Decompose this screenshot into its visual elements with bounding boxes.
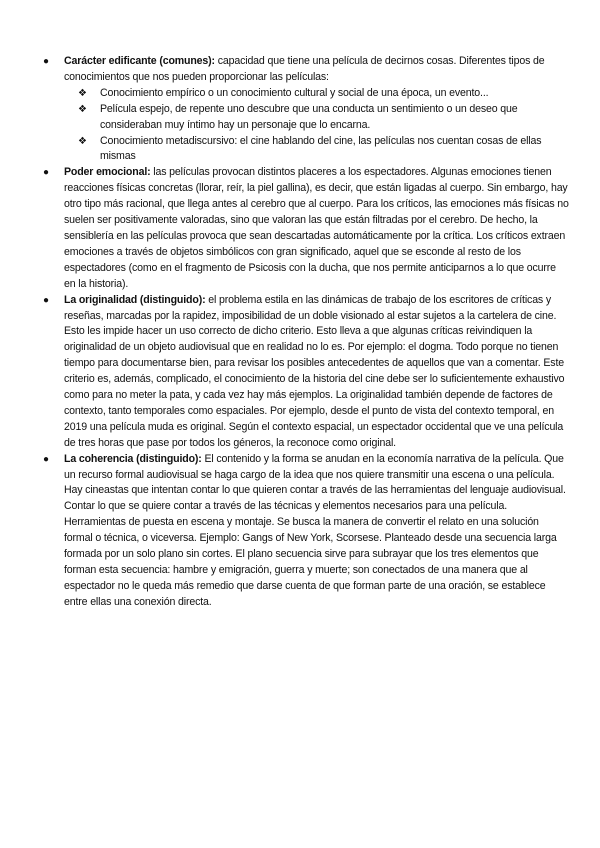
bullet-list	[0, 54, 600, 611]
item-title: Poder emocional:	[64, 166, 151, 179]
item-title: La originalidad (distinguido):	[64, 293, 206, 306]
bullet-icon: ●	[43, 294, 49, 306]
item-text: el problema estila en las dinámicas de trabajo de los escritores de críticas y reseñas, marcadas por la rapidez, imposibilidad de un doble visionado al estar sujetos a la cartelera de cine. Esto les impide hacer un uso correcto de dicho criterio. Esto lleva a que algunas críticas reivindiquen la originalidad de un objeto audiovisual que en realidad no lo es. Por ejemplo: el dogma. Todo porque no tienen tiempo para documentarse bien, para revisar los posibles antecedentes de aquellos que van a comentar. Este criterio es, además, complicado, el conocimiento de la historia del cine debe ser lo suficientemente exhaustivo como para no meter la pata, y cada vez hay más ejemplos. La originalidad también depende de factores de contexto, tanto temporales como espaciales. Por ejemplo, desde el punto de vista del contexto temporal, en 2019 una película muda es original. Según el contexto espacial, un espectador occidental que ve una película de tres horas que pase por todos los géneros, la reconoce como original.	[64, 293, 565, 449]
sub-list-item	[64, 102, 570, 134]
list-item-originalidad	[0, 293, 600, 452]
item-text: las películas provocan distintos placeres a los espectadores. Algunas emociones tienen reacciones físicas concretas (llorar, reír, la piel gallina), es decir, que están ligadas al cuerpo. Sin embargo, hay otro tipo más racional, que llega antes al cerebro que al cuerpo. Para los críticos, las emociones más físicas no suelen ser positivamente valoradas, sino que valoran las que están filtradas por el cerebro. De hecho, la sensiblería en las películas provoca que sean descartadas automáticamente por la crítica. Los críticos extraen emociones a través de objetos simbólicos con gran significado, aquel que se esconde al resto de los espectadores (como en el fragmento de Psicosis con la ducha, que nos permite anticiparnos a lo que ocurre en la historia).	[64, 166, 569, 290]
diamond-bullet-icon: ❖	[78, 87, 87, 99]
item-body	[64, 293, 570, 452]
item-text: capacidad que tiene una película de decirnos cosas. Diferentes tipos de conocimientos que nos pueden proporcionar las películas:	[64, 55, 545, 83]
bullet-icon: ●	[43, 56, 49, 67]
item-title: La coherencia (distinguido):	[64, 452, 202, 465]
list-item-coherencia	[0, 452, 600, 611]
diamond-bullet-icon: ❖	[78, 103, 87, 115]
sub-list-item	[64, 134, 570, 166]
sub-item-text: Conocimiento empírico o un conocimiento cultural y social de una época, un evento...	[100, 86, 489, 99]
list-item-poder-emocional	[0, 165, 600, 292]
item-text: El contenido y la forma se anudan en la economía narrativa de la película. Que un recurso formal audiovisual se haga cargo de la idea que nos quiere transmitir una escena o una película. Hay cineastas que intentan contar lo que quieren contar a través de las herramientas del lenguaje audiovisual. Contar lo que se quiere contar a través de las técnicas y elementos necesarios para una película. Herramientas de puesta en escena y montaje. Se busca la manera de convertir el relato en una solución formal o técnica, o viceversa. Ejemplo: Gangs of New York, Scorsese. Planteado desde una secuencia larga formada por un solo plano sin cortes. El plano secuencia sirve para subrayar que los tres elementos que forman esta secuencia: hambre y emigración, guerra y muerte; son conectados de una manera que al espectador no le queda más remedio que darse cuenta de que forman parte de una oración, se establece entre ellas una conexión directa.	[64, 452, 566, 608]
diamond-bullet-icon: ❖	[78, 135, 87, 147]
item-body	[64, 54, 570, 86]
sub-list-item	[64, 86, 570, 102]
list-item-caracter-edificante	[0, 54, 600, 165]
sub-item-text: Conocimiento metadiscursivo: el cine hablando del cine, las películas nos cuentan cosas de ellas mismas	[100, 134, 542, 163]
bullet-icon: ●	[43, 453, 49, 465]
bullet-icon: ●	[43, 167, 49, 179]
item-body	[64, 165, 570, 292]
item-body	[64, 452, 570, 611]
item-title: Carácter edificante (comunes):	[64, 55, 215, 67]
sub-item-text: Película espejo, de repente uno descubre que una conducta un sentimiento o un deseo que consideraban muy íntimo hay un personaje que lo encarna.	[100, 102, 518, 131]
